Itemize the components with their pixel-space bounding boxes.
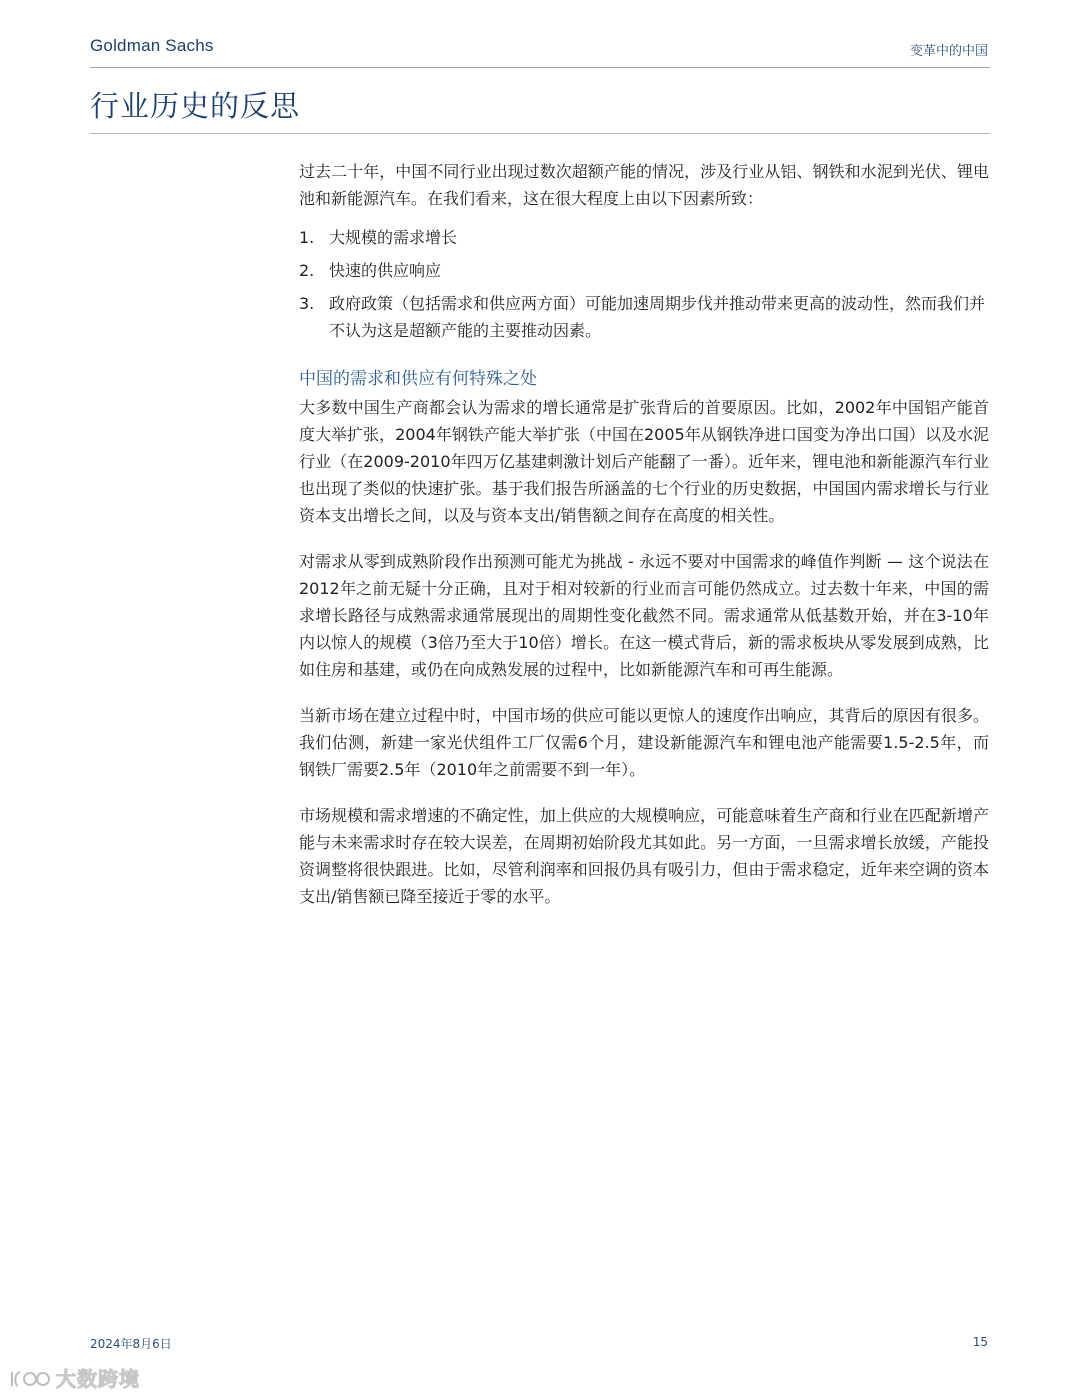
- report-title: 变革中的中国: [909, 44, 988, 59]
- header-divider: [90, 67, 990, 68]
- watermark-logo-icon: [8, 1366, 52, 1390]
- list-number: 2.: [299, 261, 315, 280]
- body-paragraph: 对需求从零到成熟阶段作出预测可能尤为挑战 - 永远不要对中国需求的峰值作判断 — 这个说法在2012年之前无疑十分正确，且对于相对较新的行业而言可能仍然成立。过去数十年来，中国的需求增长路径与成熟需求通常展现出的周期性变化截然不同。需求通常从低基数开始，并在3-10年内以惊人的规模（3倍乃至大于10倍）增长。在这一模式背后，新的需求板块从零发展到成熟，比如住房和基建，或仍在向成熟发展的过程中，比如新能源汽车和可再生能源。: [299, 552, 989, 679]
- body-content: [299, 158, 989, 929]
- list-text: 大规模的需求增长: [329, 228, 458, 247]
- body-paragraph: 市场规模和需求增速的不确定性，加上供应的大规模响应，可能意味着生产商和行业在匹配新增产能与未来需求时存在较大误差，在周期初始阶段尤其如此。另一方面，一旦需求增长放缓，产能投资调整将很快跟进。比如，尽管利润率和回报仍具有吸引力，但由于需求稳定，近年来空调的资本支出/销售额已降至接近于零的水平。: [299, 806, 989, 906]
- intro-paragraph: 过去二十年，中国不同行业出现过数次超额产能的情况，涉及行业从铝、钢铁和水泥到光伏、锂电池和新能源汽车。在我们看来，这在很大程度上由以下因素所致：: [299, 162, 989, 208]
- list-text: 快速的供应响应: [329, 261, 442, 280]
- list-number: 3.: [299, 294, 315, 313]
- list-item: [299, 257, 989, 284]
- factor-list: [299, 224, 989, 344]
- section-heading: 中国的需求和供应有何特殊之处: [299, 369, 537, 389]
- watermark: [8, 1363, 140, 1392]
- title-divider: [90, 133, 990, 134]
- list-number: 1.: [299, 228, 315, 247]
- list-item: [299, 290, 989, 344]
- watermark-text: 大数跨境: [56, 1367, 140, 1391]
- list-item: [299, 224, 989, 251]
- footer-date: 2024年8月6日: [90, 1337, 172, 1351]
- body-paragraph: 大多数中国生产商都会认为需求的增长通常是扩张背后的首要原因。比如，2002年中国铝产能首度大举扩张，2004年钢铁产能大举扩张（中国在2005年从钢铁净进口国变为净出口国）以及水泥行业（在2009-2010年四万亿基建刺激计划后产能翻了一番）。近年来，锂电池和新能源汽车行业也出现了类似的快速扩张。基于我们报告所涵盖的七个行业的历史数据，中国国内需求增长与行业资本支出增长之间，以及与资本支出/销售额之间存在高度的相关性。: [299, 398, 989, 525]
- page-title: 行业历史的反思: [90, 89, 301, 123]
- body-paragraph: 当新市场在建立过程中时，中国市场的供应可能以更惊人的速度作出响应，其背后的原因有很多。我们估测，新建一家光伏组件工厂仅需6个月，建设新能源汽车和锂电池产能需要1.5-2.5年，而钢铁厂需要2.5年（2010年之前需要不到一年）。: [299, 706, 989, 779]
- page-number: 15: [972, 1335, 988, 1349]
- brand-logo: Goldman Sachs: [90, 36, 214, 55]
- list-text: 政府政策（包括需求和供应两方面）可能加速周期步伐并推动带来更高的波动性，然而我们并不认为这是超额产能的主要推动因素。: [329, 294, 986, 340]
